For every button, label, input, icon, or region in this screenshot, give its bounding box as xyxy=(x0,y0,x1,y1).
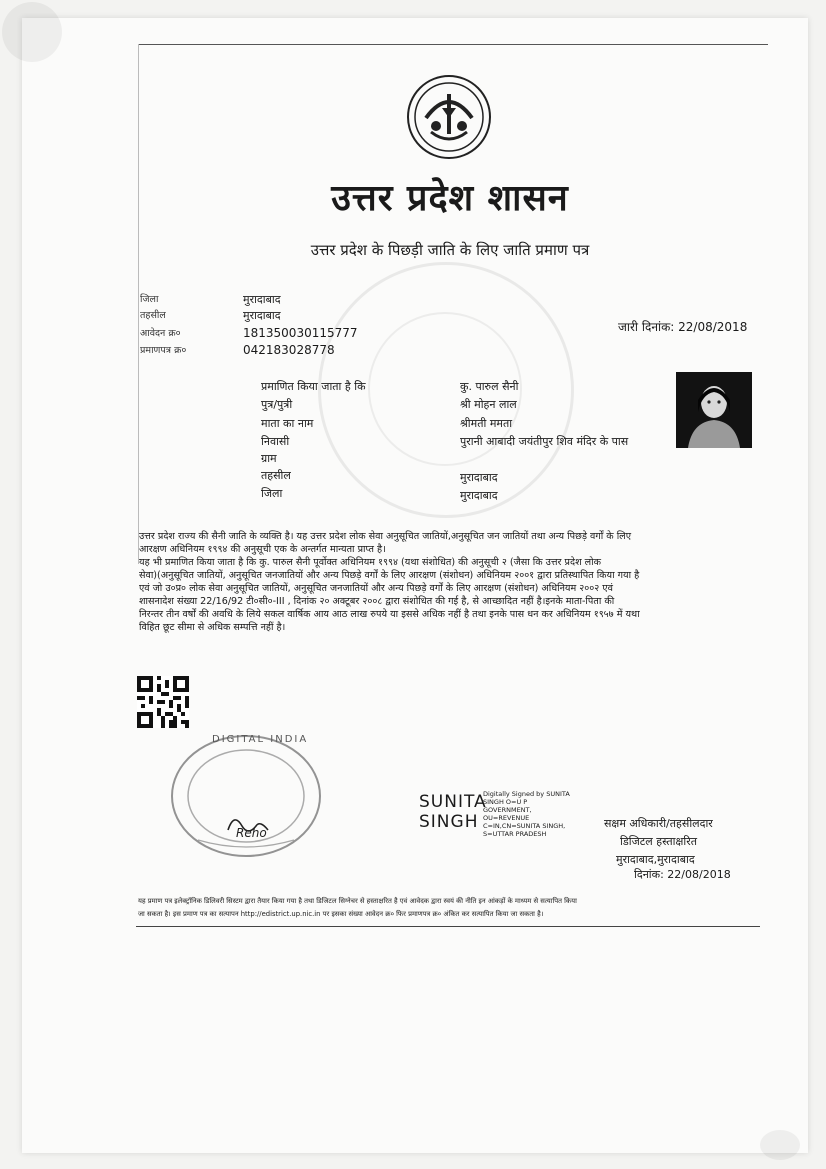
tehsil-label: तहसील xyxy=(140,310,166,321)
officer-line: दिनांक: 22/08/2018 xyxy=(634,868,731,881)
detail-label: निवासी xyxy=(261,435,290,448)
officer-line: डिजिटल हस्ताक्षरित xyxy=(620,835,697,848)
detail-label: ग्राम xyxy=(261,452,277,465)
district-label: जिला xyxy=(140,294,159,305)
body-line: निरन्तर तीन वर्षों की अवधि के लिये सकल वार्षिक आय आठ लाख रुपये या इससे अधिक नहीं है तथा इनके पास धन कर अधिनियम १९५७ में यथा xyxy=(139,609,640,620)
officer-line: सक्षम अधिकारी/तहसीलदार xyxy=(604,817,713,830)
issue-date: जारी दिनांक: 22/08/2018 xyxy=(618,320,748,334)
digital-signature-line: C=IN,CN=SUNITA SINGH, xyxy=(483,822,566,830)
body-line: एवं जो उ०प्र० लोक सेवा अनुसूचित जातियों, अनुसूचित जनजातियों और अन्य पिछड़े वर्गों के लिए आरक्षण (संशोधन) अधिनियम २००२ एवं xyxy=(139,583,613,594)
body-line: शासनादेश संख्या 22/16/92 टी०सी०-III , दिनांक २० अक्टूबर २००८ द्वारा संशोधित की गई है, से आच्छादित नहीं है।इनके माता-पिता की xyxy=(139,596,615,607)
frame-left-line xyxy=(138,44,139,564)
frame-top-line xyxy=(138,44,768,45)
detail-label: प्रमाणित किया जाता है कि xyxy=(261,380,366,393)
digital-signature-line: S=UTTAR PRADESH xyxy=(483,830,547,838)
detail-label: पुत्र/पुत्री xyxy=(261,398,293,411)
person-photo-icon xyxy=(676,372,752,448)
detail-value: मुरादाबाद xyxy=(460,471,498,484)
detail-label: माता का नाम xyxy=(261,417,314,430)
body-line: विहित छूट सीमा से अधिक सम्पत्ति नहीं है। xyxy=(139,622,286,633)
digital-signature-line: GOVERNMENT, xyxy=(483,806,532,814)
application-number-label: आवेदन क्र० xyxy=(140,328,181,339)
body-line: उत्तर प्रदेश राज्य की सैनी जाति के व्यक्ति है। यह उत्तर प्रदेश लोक सेवा अनुसूचित जातियों,अनुसूचित जन जातियों तथा अन्य पिछड़े वर्गों के लिए xyxy=(139,531,631,542)
official-stamp-icon xyxy=(168,730,324,860)
digital-signature-line: OU=REVENUE xyxy=(483,814,530,822)
frame-bottom-line xyxy=(136,926,760,927)
applicant-photo xyxy=(676,372,752,448)
up-state-emblem-icon xyxy=(406,74,492,160)
detail-value: श्रीमती ममता xyxy=(460,417,513,430)
body-line: सेवा)(अनुसूचित जातियों, अनुसूचित जनजातियों और अन्य पिछड़े वर्गों के लिए आरक्षण (संशोधन) अधिनियम २००१ द्वारा प्रतिस्थापित किया गया है xyxy=(139,570,640,581)
detail-label: तहसील xyxy=(261,469,291,482)
stamp-text: DIGITAL INDIA xyxy=(212,734,309,745)
qr-code-icon xyxy=(137,676,189,728)
signatory-last-name: SINGH xyxy=(419,812,479,832)
detail-value: पुरानी आबादी जयंतीपुर शिव मंदिर के पास xyxy=(460,435,629,448)
body-line: यह भी प्रमाणित किया जाता है कि कु. पारुल सैनी पूर्वोक्त अधिनियम १९९४ (यथा संशोधित) की अनुसूची २ (जैसा कि उत्तर प्रदेश लोक xyxy=(139,557,601,568)
detail-value: श्री मोहन लाल xyxy=(460,398,517,411)
detail-value: कु. पारुल सैनी xyxy=(460,380,519,393)
digital-signature-line: SINGH O=U P xyxy=(483,798,528,806)
scan-smudge xyxy=(2,2,62,62)
footer-line: जा सकता है। इस प्रमाण पत्र का सत्यापन http://edistrict.up.nic.in पर इसका संख्या आवेदन क्र० फिर प्रमाणपत्र क्र० अंकित कर सत्यापित किया जा सकता है। xyxy=(138,910,544,918)
signatory-first-name: SUNITA xyxy=(419,792,487,812)
certificate-number-value: 042183028778 xyxy=(243,343,335,357)
document-subtitle: उत्तर प्रदेश के पिछड़ी जाति के लिए जाति प्रमाण पत्र xyxy=(310,241,590,259)
scan-smudge xyxy=(760,1130,800,1160)
officer-line: मुरादाबाद,मुरादाबाद xyxy=(616,853,695,866)
application-number-value: 181350030115777 xyxy=(243,326,358,340)
body-line: आरक्षण अधिनियम १९९४ की अनुसूची एक के अन्तर्गत मान्यता प्राप्त है। xyxy=(139,544,386,555)
district-value: मुरादाबाद xyxy=(243,293,281,306)
tehsil-value: मुरादाबाद xyxy=(243,309,281,322)
detail-label: जिला xyxy=(261,487,283,500)
certificate-number-label: प्रमाणपत्र क्र० xyxy=(140,345,187,356)
digital-signature-line: Digitally Signed by SUNITA xyxy=(483,790,570,798)
footer-line: यह प्रमाण पत्र इलेक्ट्रॉनिक डिलिवरी सिस्टम द्वारा तैयार किया गया है तथा डिजिटल सिग्नेचर से हस्ताक्षरित है एवं आवेदक द्वारा स्वयं की नीति इन आंकड़ों के माध्यम से सत्यापित किया xyxy=(138,897,577,905)
document-title: उत्तर प्रदेश शासन xyxy=(331,177,569,219)
stamp-initials: Reho xyxy=(236,826,267,840)
detail-value: मुरादाबाद xyxy=(460,489,498,502)
